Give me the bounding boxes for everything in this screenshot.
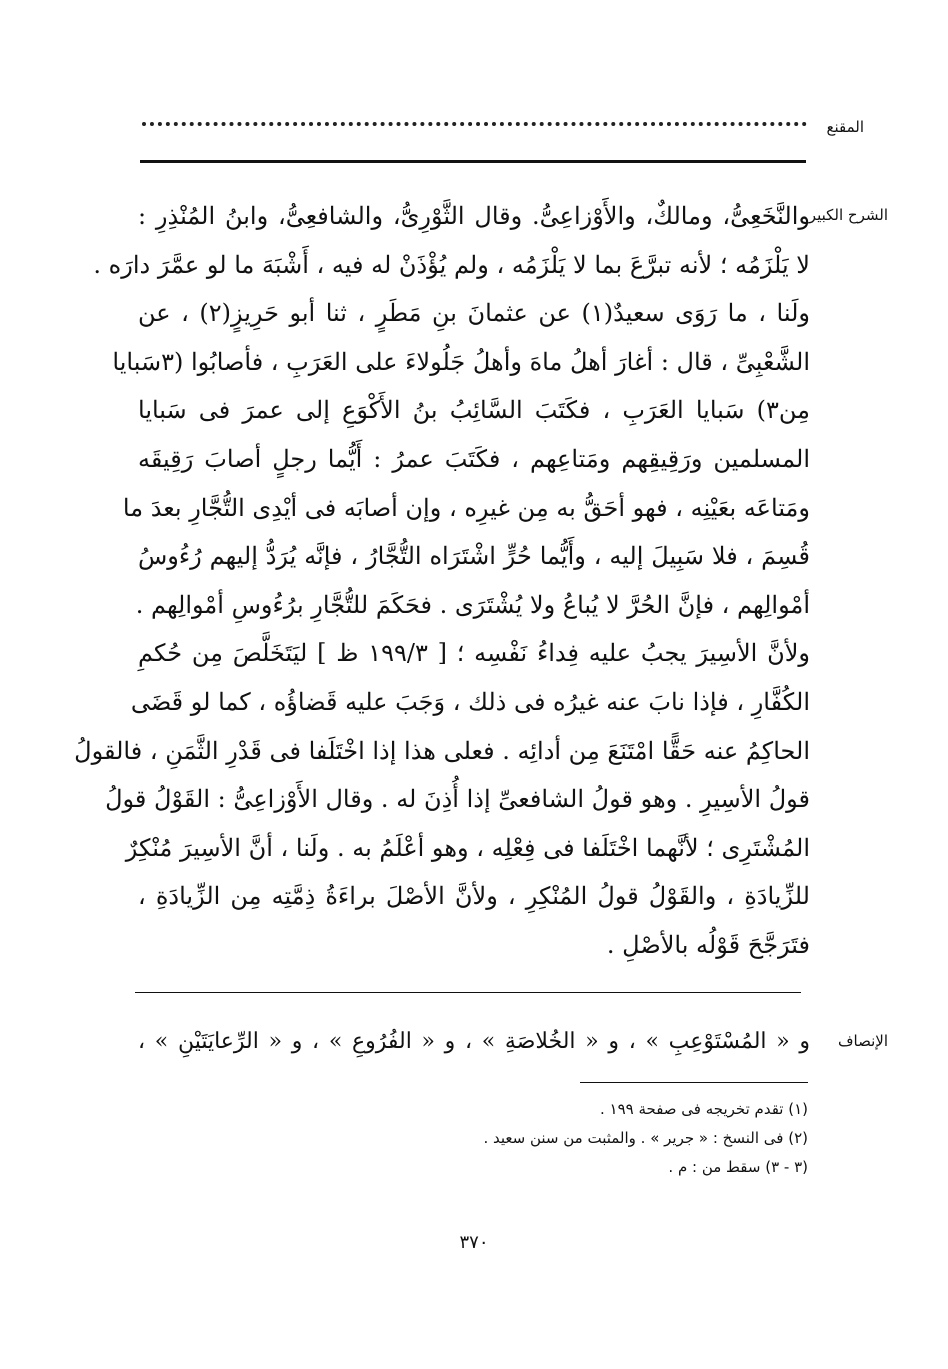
- footnotes: [208, 1095, 808, 1182]
- text-line: المسلمين ورَقِيقِهم ومَتاعِهم ، فكَتَبَ عمرُ : أَيُّما رجلٍ أصابَ رَقِيقَه: [138, 444, 810, 473]
- running-header-title: المقنع: [826, 118, 864, 136]
- footnote: (١) تقدم تخريجه فى صفحة ١٩٩ .: [599, 1100, 808, 1118]
- text-line: لا يَلْزَمُه ؛ لأنه تبرَّعَ بما لا يَلْزَمُه ، ولم يُؤْذَنْ له فيه ، أَشْبَهَ ما لو عمَّرَ دارَه .: [93, 250, 810, 279]
- side-label-sharh: الشرح الكبير: [808, 206, 888, 224]
- text-line: ومَتاعَه بعَيْنِه ، فهو أحَقُّ به مِن غيرِه ، وإن أصابَه فى أيْدِى التُّجَّارِ بعدَ ما: [122, 493, 810, 522]
- text-line: والنَّخَعِىُّ، ومالكٌ، والأَوْزاعِىُّ. وقال الثَّوْرِىُّ، والشافعِىُّ، وابنُ المُنْذِرِ :: [138, 202, 810, 230]
- text-line: ولأنَّ الأسِيرَ يجبُ عليه فِداءُ نَفْسِه ؛ [ ١٩٩/٣ ظ ] ليَتَخَلَّصَ مِن حُكمِ: [138, 639, 811, 668]
- text-line: المُشْتَرِى ؛ لأنَّهما اخْتَلَفا فى فِعْلِه ، وهو أعْلَمُ به . ولَنا ، أنَّ الأسِيرَ مُنْكِرٌ: [125, 833, 810, 862]
- text-line: فتَرَجَّحَ قَوْلُه بالأصْلِ .: [606, 930, 810, 959]
- side-label-insaf: الإنصاف: [837, 1032, 888, 1050]
- footnote-rule: [580, 1082, 808, 1083]
- header-dotted-leader: [142, 122, 807, 126]
- insaf-text-line: و « المُسْتَوْعِبِ » ، و « الخُلاصَةِ » ، و « الفُرُوعِ » ، و « الرِّعايَتَيْنِ » ،: [138, 1029, 810, 1054]
- footnote: (٢) فى النسخ : « جرير » . والمثبت من سنن سعيد .: [483, 1129, 808, 1147]
- page-number: ٣٧٠: [459, 1232, 489, 1253]
- text-line: قولُ الأسِيرِ . وهو قولُ الشافعىِّ إذا أُذِنَ له . وقال الأَوْزاعِىُّ : القَوْلُ قولُ: [105, 785, 810, 814]
- main-text-block: [74, 192, 811, 970]
- text-line: ولَنا ، ما رَوَى سعيدٌ(١) عن عثمانَ بنِ مَطَرٍ ، ثنا أبو حَرِيزٍ(٢) ، عن: [138, 299, 810, 328]
- text-line: قُسِمَ ، فلا سَبِيلَ إليه ، وأَيُّما حُرٍّ اشْتَرَاه التُّجَّارُ ، فإنَّه يُرَدُّ إليهم رُءُوسُ: [138, 542, 810, 571]
- text-line: الكُفَّارِ ، فإذا نابَ عنه غيرُه فى ذلك ، وَجَبَ عليه قَضاؤُه ، كما لو قَضَى: [130, 687, 810, 716]
- text-line: الشَّعْبِىِّ ، قال : أغارَ أهلُ ماهَ وأهلُ جَلُولاءَ على العَرَبِ ، فأصابُوا (٣سَبايا: [112, 347, 810, 376]
- footnote: (٣ - ٣) سقط من : م .: [668, 1158, 808, 1176]
- text-line: مِن٣) سَبايا العَرَبِ ، فكَتَبَ السَّائِبُ بنُ الأَكْوَعِ إلى عمرَ فى سَبايا: [138, 396, 810, 425]
- text-line: للزِّيادَةِ ، والقَوْلُ قولُ المُنْكِرِ ، ولأنَّ الأصْلَ براءَةُ ذِمَّتِه مِن الزِّيادَةِ ،: [138, 882, 810, 911]
- header-rule: [140, 160, 806, 163]
- text-line: الحاكِمُ عنه حَقًّا امْتَنَعَ مِن أدائِه . فعلى هذا إذا اخْتَلَفا فى قَدْرِ الثَّمَنِ ، فالقولُ: [74, 736, 810, 765]
- section-divider: [135, 992, 801, 993]
- text-line: أمْوالِهم ، فإنَّ الحُرَّ لا يُباعُ ولا يُشْتَرَى . فحَكَمَ للتُّجَّارِ برُءُوسِ أمْوالِهم .: [135, 590, 810, 619]
